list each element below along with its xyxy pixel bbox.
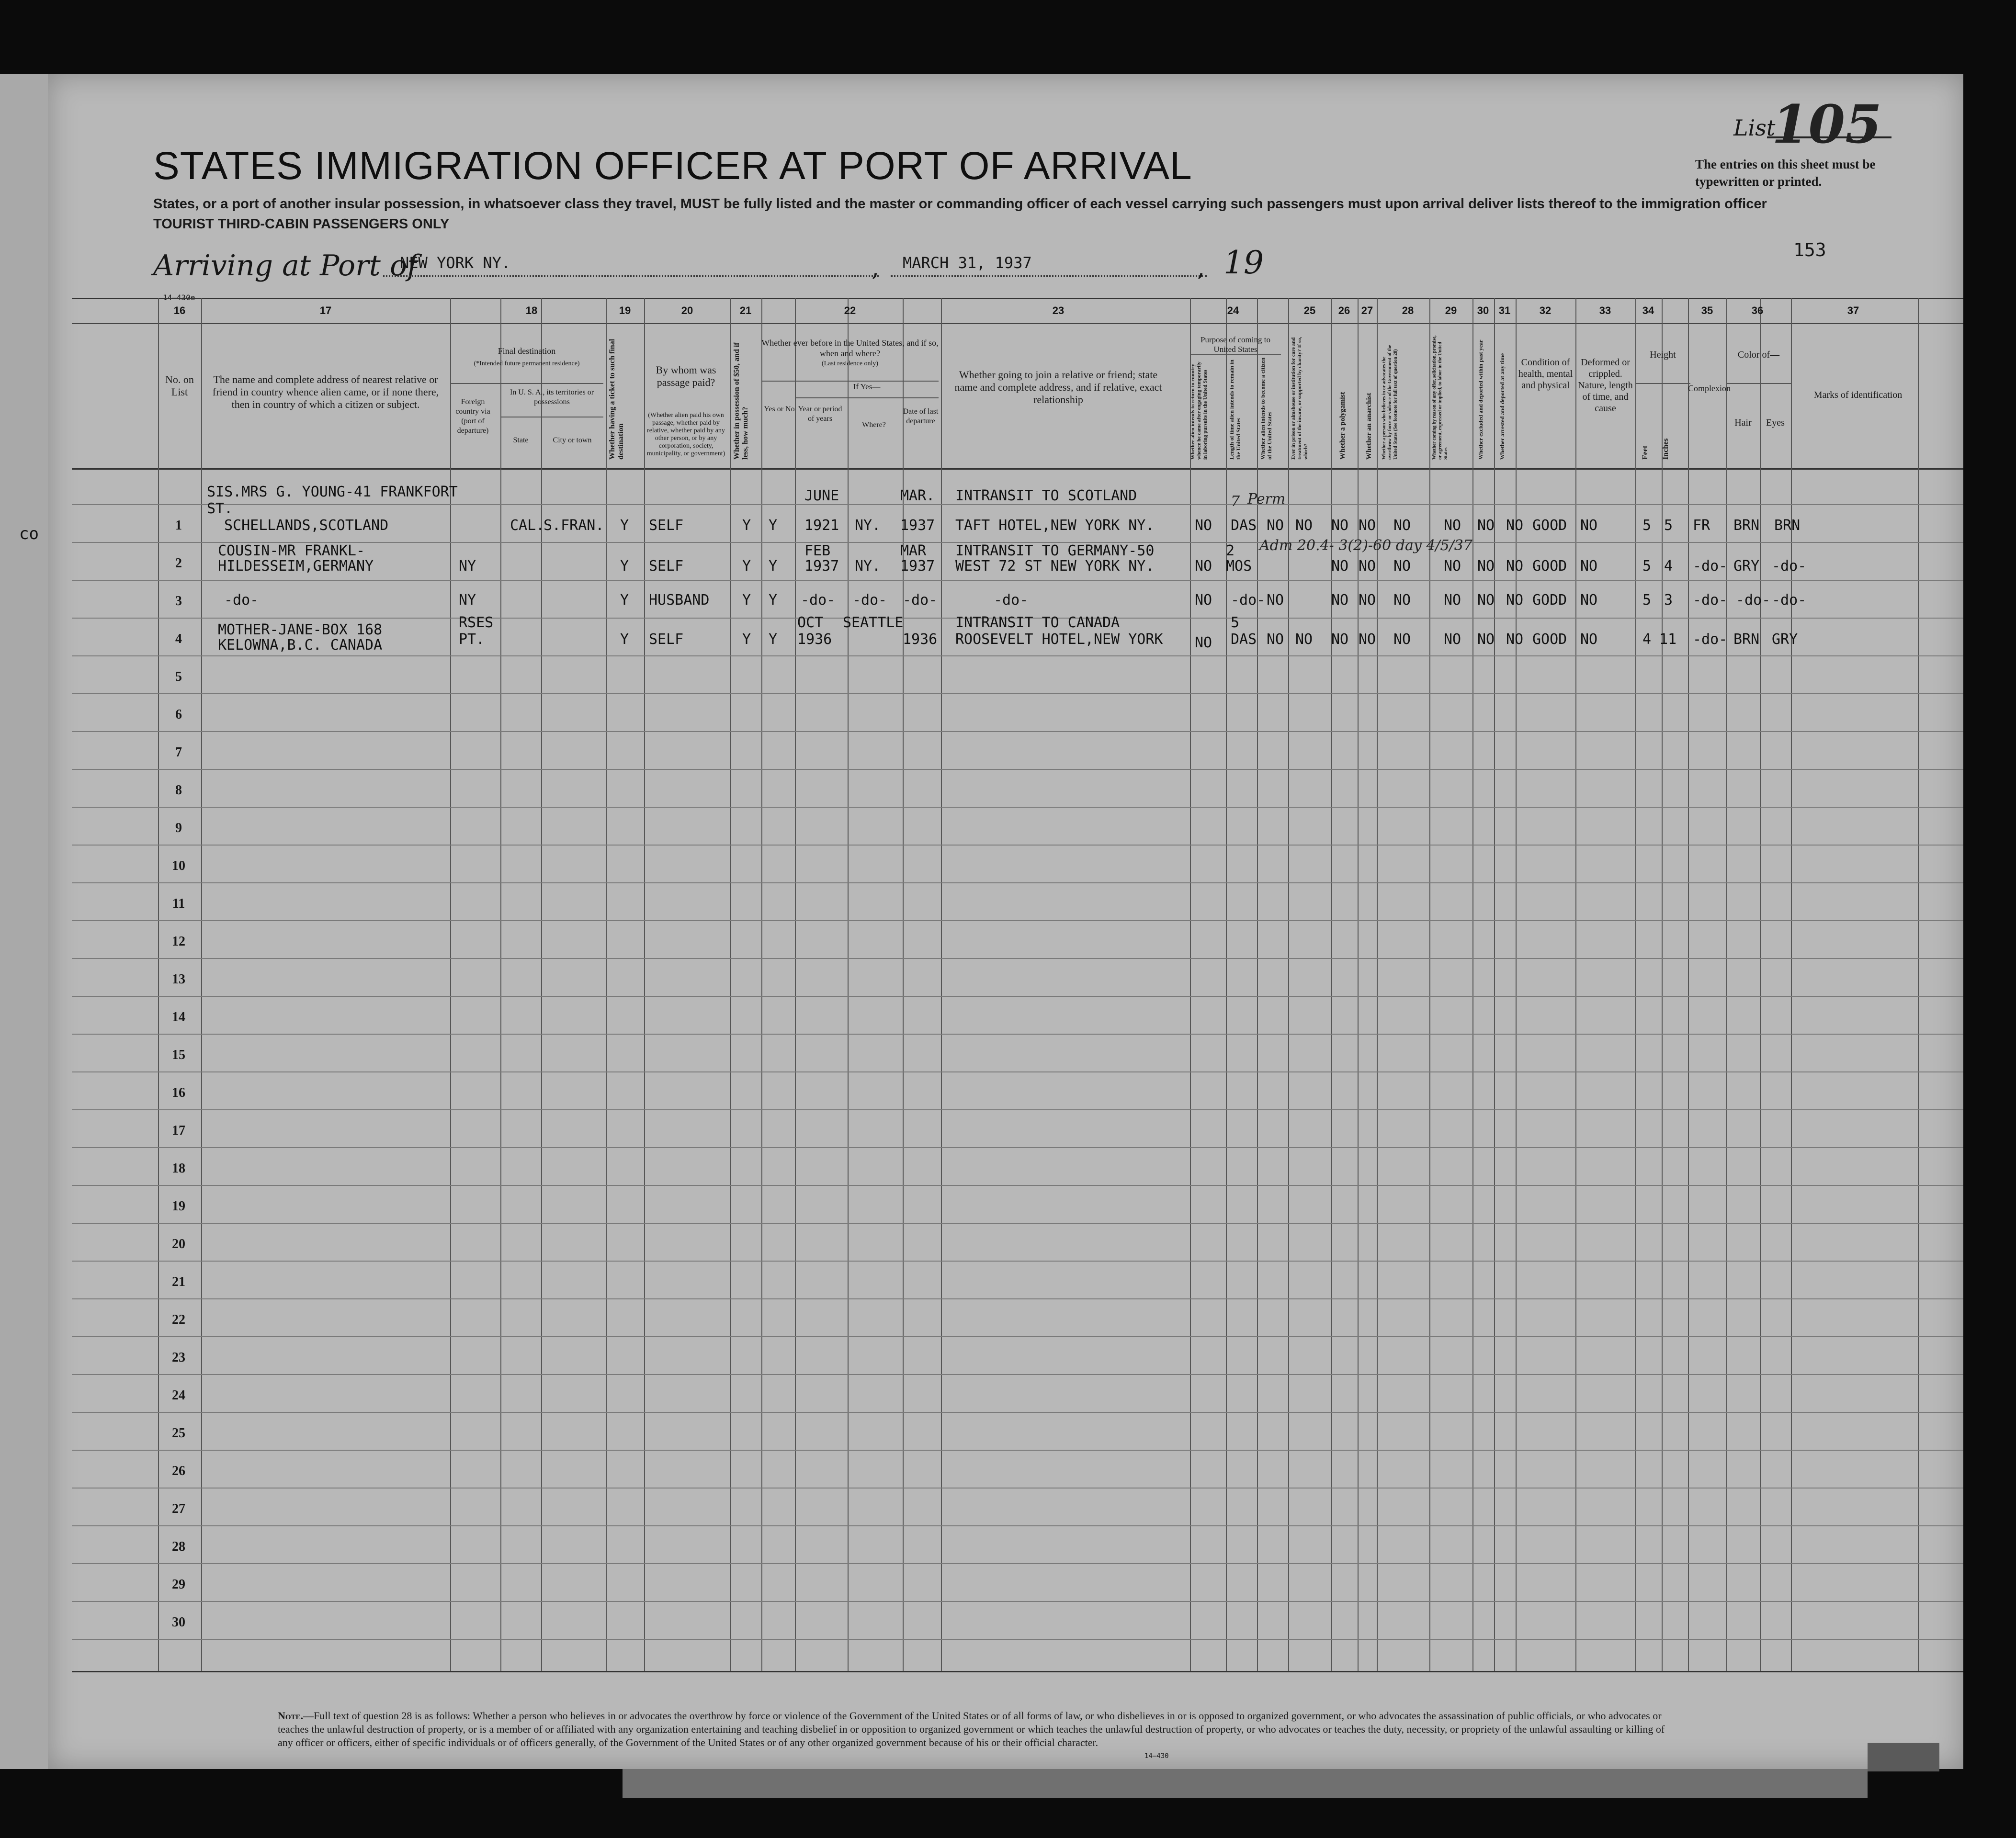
ticket-value: Y	[620, 517, 629, 534]
row-number: 9	[175, 821, 182, 835]
return-intent: NO	[1195, 592, 1212, 609]
polygamist-value: NO	[1331, 631, 1349, 648]
header-question-28: Whether a person who believes in or advocates the overthrow by force or violence of the Government of the United States (See footnote for full text of question 28)	[1382, 345, 1398, 460]
row-rule	[72, 920, 1963, 921]
column-number: 27	[1361, 304, 1373, 316]
row-number: 22	[172, 1312, 185, 1327]
handwritten-annotation: Perm	[1247, 491, 1286, 507]
length-of-stay: 2	[1226, 542, 1235, 559]
passage-paid-by: SELF	[649, 558, 684, 575]
length-of-stay: 5	[1231, 614, 1240, 631]
header-length-of-stay: Length of time alien intends to remain in the United States	[1228, 360, 1242, 460]
ticket-value: Y	[620, 631, 629, 648]
previous-year: 1937	[804, 558, 839, 575]
row-rule	[72, 845, 1963, 846]
q30-value: NO	[1477, 517, 1495, 534]
row-rule	[72, 504, 1963, 505]
column-number: 25	[1303, 304, 1316, 316]
before-in-us-value: Y	[769, 558, 778, 575]
hair-color: -do-	[1736, 592, 1771, 609]
row-rule	[72, 882, 1963, 883]
height-inches: 11	[1659, 631, 1677, 648]
footnote-lead: Note.	[278, 1710, 304, 1722]
row-number: 2	[175, 556, 182, 571]
row-rule	[72, 1147, 1963, 1148]
row-number: 29	[172, 1577, 185, 1592]
before-in-us-value: Y	[769, 592, 778, 609]
header-excluded: Whether excluded and deported within past year	[1477, 339, 1484, 460]
row-number: 5	[175, 669, 182, 684]
height-feet: 4	[1642, 631, 1652, 648]
hair-color: GRY	[1733, 558, 1760, 575]
row-number: 1	[175, 518, 182, 533]
relative-address: ST.	[207, 500, 233, 517]
last-departure: 1937	[900, 558, 935, 575]
row-number: 28	[172, 1539, 185, 1554]
ticket-value: Y	[620, 592, 629, 609]
before-in-us-value: Y	[769, 631, 778, 648]
row-number: 6	[175, 707, 182, 722]
previous-year: OCT	[797, 614, 824, 631]
q28-value: NO	[1393, 631, 1411, 648]
header-hair: Hair	[1734, 417, 1752, 428]
length-of-stay: -do-	[1231, 592, 1266, 609]
before-in-us-value: Y	[769, 517, 778, 534]
column-number: 24	[1227, 304, 1239, 316]
deformed-value: NO	[1580, 631, 1598, 648]
row-rule	[72, 769, 1963, 770]
q28-value: NO	[1393, 558, 1411, 575]
header-marks-of-identification: Marks of identification	[1813, 390, 1903, 400]
last-departure: 1936	[903, 631, 938, 648]
column-number: 28	[1402, 304, 1414, 316]
row-rule	[72, 1223, 1963, 1224]
destination-city: S.FRAN.	[544, 517, 604, 534]
hair-color: BRN	[1733, 631, 1760, 648]
eye-color: -do-	[1772, 558, 1807, 575]
polygamist-value: NO	[1331, 558, 1349, 575]
eye-color: GRY	[1772, 631, 1798, 648]
length-of-stay: 7	[1231, 493, 1240, 510]
row-rule	[72, 1261, 1963, 1262]
row-number: 14	[172, 1010, 185, 1025]
relative-address: KELOWNA,B.C. CANADA	[218, 637, 383, 654]
row-number: 11	[172, 896, 185, 911]
footnote-text: —Full text of question 28 is as follows: Whether a person who believes in or advocates the overthrow by force or violence of the Government of the United States or of all forms of law, or who disbelieves in or is opposed to organized government, or who advocates the assassination of public officials, or who advocates or teaches the unlawful destruction of property, or is a member of or affiliated with any organization entertaining and teaching disbelief in or opposition to organized government or which teaches the unlawful destruction of property, or who advocates or teaches the duty, necessity, or propriety of the unlawful assaulting or killing of any officer or officers, either of specific individuals or of officers generally, of the Government of the United States or of any other organized government because of his or their official character.	[278, 1710, 1665, 1748]
citizen-intent: NO	[1267, 592, 1284, 609]
row-number: 16	[172, 1085, 185, 1100]
row-number: 8	[175, 783, 182, 798]
header-no-on-list: No. on List	[165, 373, 194, 398]
header-height: Height	[1650, 350, 1676, 360]
form-title: STATES IMMIGRATION OFFICER AT PORT OF ARRIVAL	[153, 144, 1192, 188]
column-number: 21	[739, 304, 752, 316]
column-number: 29	[1445, 304, 1457, 316]
header-inches: Inches	[1662, 438, 1670, 460]
row-rule	[72, 807, 1963, 808]
length-of-stay: MOS	[1226, 558, 1252, 575]
height-feet: 5	[1642, 592, 1652, 609]
row-number: 4	[175, 631, 182, 646]
header-purpose: Purpose of coming to United States	[1201, 335, 1270, 354]
header-year-period: Year or period of years	[798, 405, 842, 423]
header-nearest-relative: The name and complete address of nearest relative or friend in country whence alien came, or if none there, then in country of which a citizen or subject.	[212, 373, 439, 410]
polygamist-value: NO	[1331, 517, 1349, 534]
row-rule	[72, 1601, 1963, 1602]
row-number: 26	[172, 1464, 185, 1478]
header-return-intent: Whether alien intends to return to country whence he came after engaging temporarily in laboring pursuits in the United States	[1190, 361, 1208, 460]
header-fifty-dollars: Whether in possession of $50, and if less, how much?	[733, 342, 749, 460]
row-rule	[72, 731, 1963, 732]
port-dotted-line	[383, 275, 879, 277]
header-in-usa: In U. S. A., its territories or possessions	[510, 388, 594, 406]
row-number: 25	[172, 1426, 185, 1441]
relative-address: SCHELLANDS,SCOTLAND	[224, 517, 389, 534]
complexion-value: -do-	[1693, 631, 1728, 648]
q29-value: NO	[1444, 517, 1461, 534]
header-passage-paid-note: (Whether alien paid his own passage, whether paid by relative, whether paid by any other person, or by any corporation, society, municipality, or government)	[646, 412, 725, 457]
relative-address: SIS.MRS G. YOUNG-41 FRANKFORT	[207, 484, 458, 500]
last-departure: 1937	[900, 517, 935, 534]
hair-color: BRN	[1733, 517, 1760, 534]
row-number: 24	[172, 1388, 185, 1403]
column-number: 23	[1052, 304, 1065, 316]
row-number: 12	[172, 934, 185, 949]
column-number-rule	[72, 323, 1963, 324]
row-rule	[72, 1563, 1963, 1564]
passage-paid-by: HUSBAND	[649, 592, 710, 609]
citizen-intent: NO	[1267, 517, 1284, 534]
citizen-intent: NO	[1267, 631, 1284, 648]
q31-value: NO	[1506, 558, 1524, 575]
header-if-yes: If Yes—	[853, 382, 881, 391]
header-date-last-departure: Date of last departure	[903, 407, 939, 425]
complexion-value: -do-	[1693, 558, 1728, 575]
joining-relative: -do-	[994, 592, 1029, 609]
row-number: 3	[175, 594, 182, 609]
row-rule	[72, 1639, 1963, 1640]
column-number: 19	[619, 304, 631, 316]
header-feet: Feet	[1641, 445, 1649, 460]
previous-year: 1936	[797, 631, 832, 648]
header-anarchist: Whether an anarchist	[1365, 393, 1373, 460]
q30-value: NO	[1477, 592, 1495, 609]
header-deformed: Deformed or crippled. Nature, length of time, and cause	[1578, 357, 1633, 414]
row-number: 23	[172, 1350, 185, 1365]
row-number: 13	[172, 972, 185, 987]
prison-value: NO	[1295, 517, 1313, 534]
row-rule	[72, 1412, 1963, 1413]
foreign-country: PT.	[459, 631, 485, 648]
row-number: 20	[172, 1237, 185, 1252]
header-polygamist: Whether a polygamist	[1339, 392, 1347, 460]
row-rule	[72, 958, 1963, 959]
row-rule	[72, 1525, 1963, 1526]
anarchist-value: NO	[1359, 517, 1376, 534]
header-ever-before-in-us: Whether ever before in the United States, and if so, when and where?	[761, 338, 939, 358]
column-number: 31	[1498, 304, 1511, 316]
length-of-stay: DAS	[1231, 631, 1257, 648]
row-rule	[72, 1034, 1963, 1035]
header-prison: Ever in prison or almshouse or institution for care and treatment of the insane, or supported by charity? If so, which?	[1291, 337, 1309, 460]
form-subtitle: States, or a port of another insular possession, in whatsoever class they travel, MUST be fully listed and the master or commanding officer of each vessel carrying such passengers must upon arrival deliver lists thereof to the immigration officer	[153, 196, 1767, 212]
row-rule	[72, 1185, 1963, 1186]
joining-relative: TAFT HOTEL,NEW YORK NY.	[955, 517, 1155, 534]
header-complexion: Complexion	[1688, 383, 1731, 393]
q29-value: NO	[1444, 631, 1461, 648]
row-number: 18	[172, 1161, 185, 1176]
previous-where: NY.	[855, 517, 881, 534]
arriving-label: Arriving at Port of	[153, 249, 418, 282]
fifty-dollars-value: Y	[742, 558, 751, 575]
passage-paid-by: SELF	[649, 517, 684, 534]
foreign-country: RSES	[459, 614, 494, 631]
height-inches: 4	[1664, 558, 1673, 575]
header-deported: Whether arrested and deported at any time	[1499, 353, 1506, 460]
column-number: 33	[1599, 304, 1611, 316]
row-number: 10	[172, 858, 185, 873]
fifty-dollars-value: Y	[742, 517, 751, 534]
health-value: GODD	[1532, 592, 1567, 609]
complexion-value: FR	[1693, 517, 1710, 534]
row-rule	[72, 693, 1963, 694]
fifty-dollars-value: Y	[742, 631, 751, 648]
row-rule	[72, 1336, 1963, 1337]
strip-fragment: co	[19, 524, 39, 543]
joining-relative: WEST 72 ST NEW YORK NY.	[955, 558, 1155, 575]
health-value: GOOD	[1532, 517, 1567, 534]
column-number: 32	[1539, 304, 1552, 316]
header-labor-offer: Whether coming by reason of any offer, solicitation, promise, or agreement, expressed or implied, to labor in the United States	[1432, 335, 1449, 460]
previous-where: -do-	[852, 592, 887, 609]
manifest-sheet	[48, 74, 1963, 1769]
header-ticket: Whether having a ticket to such final destination	[608, 338, 625, 460]
passage-paid-by: SELF	[649, 631, 684, 648]
list-underline	[1767, 136, 1891, 138]
joining-relative: INTRANSIT TO GERMANY-50	[955, 542, 1155, 559]
anarchist-value: NO	[1359, 558, 1376, 575]
row-rule	[72, 580, 1963, 581]
anarchist-value: NO	[1359, 631, 1376, 648]
return-intent: NO	[1195, 558, 1212, 575]
list-number: 105	[1772, 93, 1882, 155]
prison-value: NO	[1295, 631, 1313, 648]
q31-value: NO	[1506, 517, 1524, 534]
return-intent: NO	[1195, 517, 1212, 534]
column-number: 20	[681, 304, 693, 316]
destination-state: CAL.	[510, 517, 545, 534]
header-bottom-rule	[72, 468, 1963, 470]
eye-color: -do-	[1772, 592, 1807, 609]
header-become-citizen: Whether alien intends to become a citizen of the United States	[1259, 357, 1273, 460]
height-inches: 3	[1664, 592, 1673, 609]
header-last-residence: (Last residence only)	[821, 360, 879, 367]
deformed-value: NO	[1580, 592, 1598, 609]
page-number: 153	[1793, 239, 1826, 260]
year-prefix: 19	[1223, 244, 1264, 281]
header-city: City or town	[553, 436, 592, 444]
header-final-destination: Final destination	[498, 346, 556, 356]
q31-value: NO	[1506, 592, 1524, 609]
previous-where: SEATTLE	[843, 614, 904, 631]
header-state: State	[513, 436, 529, 444]
row-number: 17	[172, 1123, 185, 1138]
polygamist-value: NO	[1331, 592, 1349, 609]
header-where: Where?	[862, 421, 886, 429]
row-rule	[72, 655, 1963, 656]
previous-year: FEB	[804, 542, 831, 559]
joining-relative: INTRANSIT TO CANADA	[955, 614, 1120, 631]
q28-value: NO	[1393, 517, 1411, 534]
relative-address: -do-	[224, 592, 259, 609]
last-departure: MAR.	[900, 487, 935, 504]
height-feet: 5	[1642, 517, 1652, 534]
column-number: 26	[1338, 304, 1350, 316]
eye-color: BRN	[1774, 517, 1801, 534]
previous-year: 1921	[804, 517, 839, 534]
header-foreign-country: Foreign country via (port of departure)	[455, 398, 490, 435]
last-departure: MAR	[900, 542, 927, 559]
header-yes-or-no: Yes or No	[764, 405, 795, 413]
return-intent: NO	[1195, 634, 1212, 651]
row-rule	[72, 996, 1963, 997]
row-number: 7	[175, 745, 182, 760]
health-value: GOOD	[1532, 631, 1567, 648]
handwritten-annotation: Adm 20.4- 3(2)-60 day 4/5/37	[1259, 537, 1472, 554]
header-final-destination-note: (*Intended future permanent residence)	[474, 360, 580, 367]
table-top-rule	[72, 298, 1963, 299]
port-of-arrival: NEW YORK NY.	[400, 254, 511, 272]
row-number: 21	[172, 1274, 185, 1289]
column-number: 37	[1847, 304, 1859, 316]
joining-relative: INTRANSIT TO SCOTLAND	[955, 487, 1137, 504]
form-number-bottom: 14—430	[1144, 1752, 1169, 1760]
relative-address: MOTHER-JANE-BOX 168	[218, 621, 383, 638]
fifty-dollars-value: Y	[742, 592, 751, 609]
table-bottom-rule	[72, 1671, 1963, 1672]
header-join-relative: Whether going to join a relative or friend; state name and complete address, and if relative, exact relationship	[954, 369, 1162, 406]
left-binding-strip	[0, 74, 53, 1769]
q31-value: NO	[1506, 631, 1524, 648]
header-eyes: Eyes	[1766, 417, 1785, 428]
relative-address: HILDESSEIM,GERMANY	[218, 558, 374, 575]
deformed-value: NO	[1580, 517, 1598, 534]
previous-year: -do-	[801, 592, 836, 609]
ticket-value: Y	[620, 558, 629, 575]
row-rule	[72, 1374, 1963, 1375]
column-number: 22	[844, 304, 856, 316]
header-color-of: Color of—	[1737, 350, 1780, 360]
length-of-stay: DAS	[1231, 517, 1257, 534]
q30-value: NO	[1477, 631, 1495, 648]
column-number: 17	[319, 304, 332, 316]
list-label: List	[1733, 115, 1776, 141]
page-edge-shadow	[623, 1769, 1868, 1798]
row-rule	[72, 1071, 1963, 1072]
complexion-value: -do-	[1693, 592, 1728, 609]
header-health: Condition of health, mental and physical	[1518, 357, 1573, 391]
health-value: GOOD	[1532, 558, 1567, 575]
row-number: 15	[172, 1048, 185, 1062]
previous-where: NY.	[855, 558, 881, 575]
page-edge-shadow	[1868, 1743, 1939, 1771]
foreign-country: NY	[459, 592, 476, 609]
column-number: 16	[173, 304, 186, 316]
header-passage-paid: By whom was passage paid?	[656, 364, 716, 388]
form-number: 14–430e	[163, 293, 195, 302]
column-number: 35	[1701, 304, 1713, 316]
date-dotted-line	[891, 275, 1207, 277]
entries-note: The entries on this sheet must be typewritten or printed.	[1695, 157, 1876, 189]
column-number: 36	[1751, 304, 1764, 316]
foreign-country: NY	[459, 558, 476, 575]
row-number: 27	[172, 1501, 185, 1516]
q28-value: NO	[1393, 592, 1411, 609]
column-number: 34	[1642, 304, 1654, 316]
height-feet: 5	[1642, 558, 1652, 575]
q29-value: NO	[1444, 558, 1461, 575]
column-number: 18	[525, 304, 538, 316]
q30-value: NO	[1477, 558, 1495, 575]
previous-year: JUNE	[804, 487, 839, 504]
row-rule	[72, 1298, 1963, 1299]
arrival-date: MARCH 31, 1937	[903, 254, 1032, 272]
last-departure: -do-	[903, 592, 938, 609]
joining-relative: ROOSEVELT HOTEL,NEW YORK	[955, 631, 1163, 648]
q29-value: NO	[1444, 592, 1461, 609]
footnote-question-28	[278, 1709, 1676, 1749]
row-rule	[72, 1450, 1963, 1451]
deformed-value: NO	[1580, 558, 1598, 575]
height-inches: 5	[1664, 517, 1673, 534]
column-number: 30	[1477, 304, 1489, 316]
row-number: 19	[172, 1199, 185, 1214]
row-number: 30	[172, 1615, 185, 1630]
passenger-class: TOURIST THIRD-CABIN PASSENGERS ONLY	[153, 216, 450, 232]
relative-address: COUSIN-MR FRANKL-	[218, 542, 365, 559]
row-rule	[72, 1109, 1963, 1110]
anarchist-value: NO	[1359, 592, 1376, 609]
